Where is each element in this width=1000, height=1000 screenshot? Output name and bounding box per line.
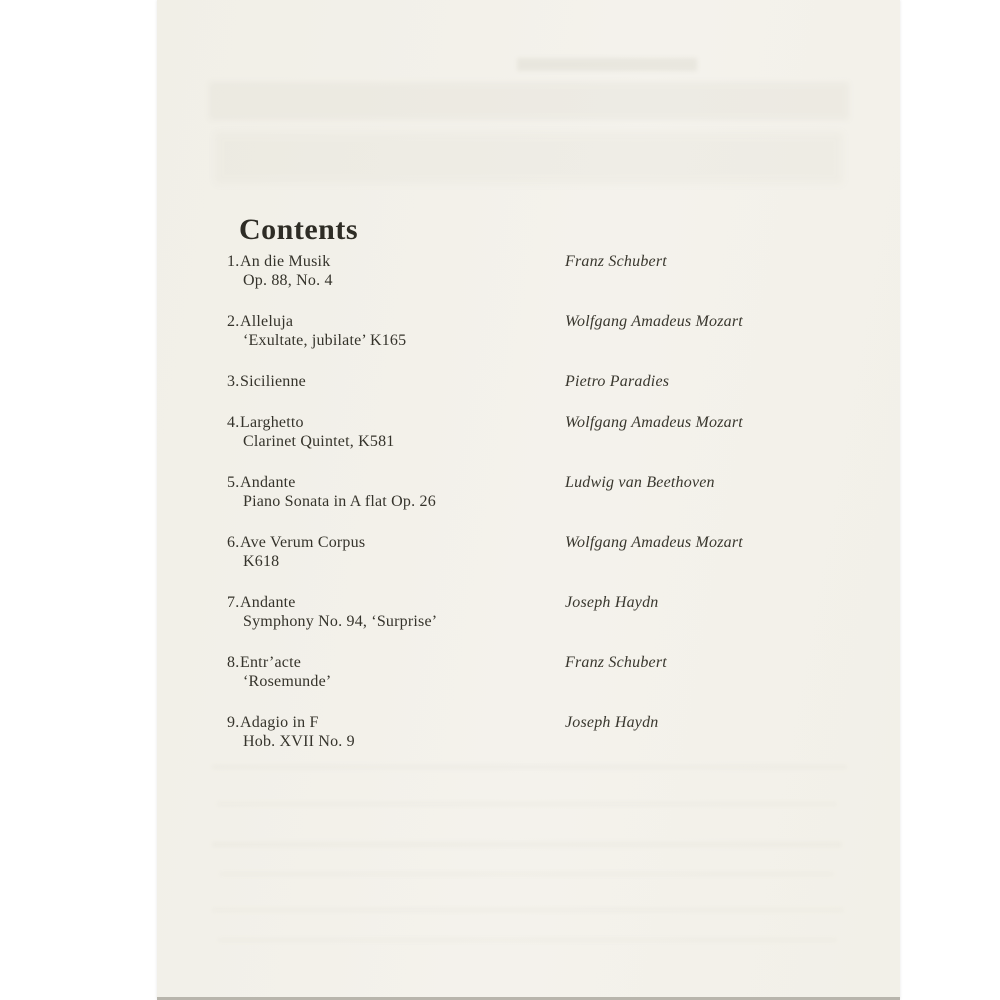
entry-title: Alleluja <box>240 313 294 330</box>
showthrough-heading <box>517 58 697 71</box>
entry-subtitle: Symphony No. 94, ‘Surprise’ <box>243 613 438 630</box>
showthrough-stave-line <box>212 842 842 847</box>
entry-first-line <box>227 653 867 672</box>
entry-first-line <box>227 312 867 331</box>
toc-entry <box>227 653 867 691</box>
entry-first-line <box>227 413 867 432</box>
showthrough-stave-line <box>217 938 837 942</box>
entry-subtitle: Clarinet Quintet, K581 <box>243 433 395 450</box>
showthrough-stave-line <box>212 908 844 912</box>
entry-subtitle: K618 <box>243 553 280 570</box>
entry-composer: Wolfgang Amadeus Mozart <box>565 534 743 551</box>
entry-number: 5. <box>227 474 240 491</box>
toc-entry <box>227 593 867 631</box>
page-title: Contents <box>239 213 359 247</box>
entry-subtitle: Hob. XVII No. 9 <box>243 733 355 750</box>
entry-title: Andante <box>240 594 296 611</box>
entry-number: 7. <box>227 594 240 611</box>
entry-number: 6. <box>227 534 240 551</box>
toc-entry <box>227 713 867 751</box>
entry-first-line <box>227 713 867 732</box>
toc-entry <box>227 252 867 290</box>
entry-title: Ave Verum Corpus <box>240 534 366 551</box>
toc-entry <box>227 312 867 350</box>
toc-entry <box>227 413 867 451</box>
entry-composer: Franz Schubert <box>565 253 667 270</box>
entry-first-line <box>227 533 867 552</box>
contents-list <box>227 252 867 773</box>
toc-entry <box>227 533 867 571</box>
toc-entry <box>227 372 867 391</box>
showthrough-stave-line <box>217 802 837 806</box>
entry-number: 4. <box>227 414 240 431</box>
showthrough-staves-top <box>209 82 849 120</box>
entry-composer: Ludwig van Beethoven <box>565 474 715 491</box>
entry-composer: Pietro Paradies <box>565 373 670 390</box>
entry-composer: Wolfgang Amadeus Mozart <box>565 414 743 431</box>
entry-title: Entr’acte <box>240 654 302 671</box>
entry-title: Andante <box>240 474 296 491</box>
toc-entry <box>227 473 867 511</box>
entry-composer: Wolfgang Amadeus Mozart <box>565 313 743 330</box>
entry-title: An die Musik <box>240 253 331 270</box>
entry-subtitle: ‘Exultate, jubilate’ K165 <box>243 332 407 349</box>
entry-composer: Franz Schubert <box>565 654 667 671</box>
entry-title: Adagio in F <box>240 714 319 731</box>
entry-number: 2. <box>227 313 240 330</box>
entry-composer: Joseph Haydn <box>565 594 659 611</box>
book-page <box>157 0 900 1000</box>
entry-subtitle: ‘Rosemunde’ <box>243 673 332 690</box>
entry-subtitle: Op. 88, No. 4 <box>243 272 333 289</box>
entry-composer: Joseph Haydn <box>565 714 659 731</box>
entry-first-line <box>227 252 867 271</box>
entry-title: Sicilienne <box>240 373 306 390</box>
entry-first-line <box>227 593 867 612</box>
entry-number: 3. <box>227 373 240 390</box>
entry-number: 1. <box>227 253 240 270</box>
entry-number: 8. <box>227 654 240 671</box>
entry-first-line <box>227 473 867 492</box>
entry-number: 9. <box>227 714 240 731</box>
showthrough-stave-line <box>219 872 834 876</box>
entry-subtitle: Piano Sonata in A flat Op. 26 <box>243 493 436 510</box>
showthrough-staves-upper <box>215 132 843 184</box>
entry-title: Larghetto <box>240 414 304 431</box>
entry-first-line <box>227 372 867 391</box>
